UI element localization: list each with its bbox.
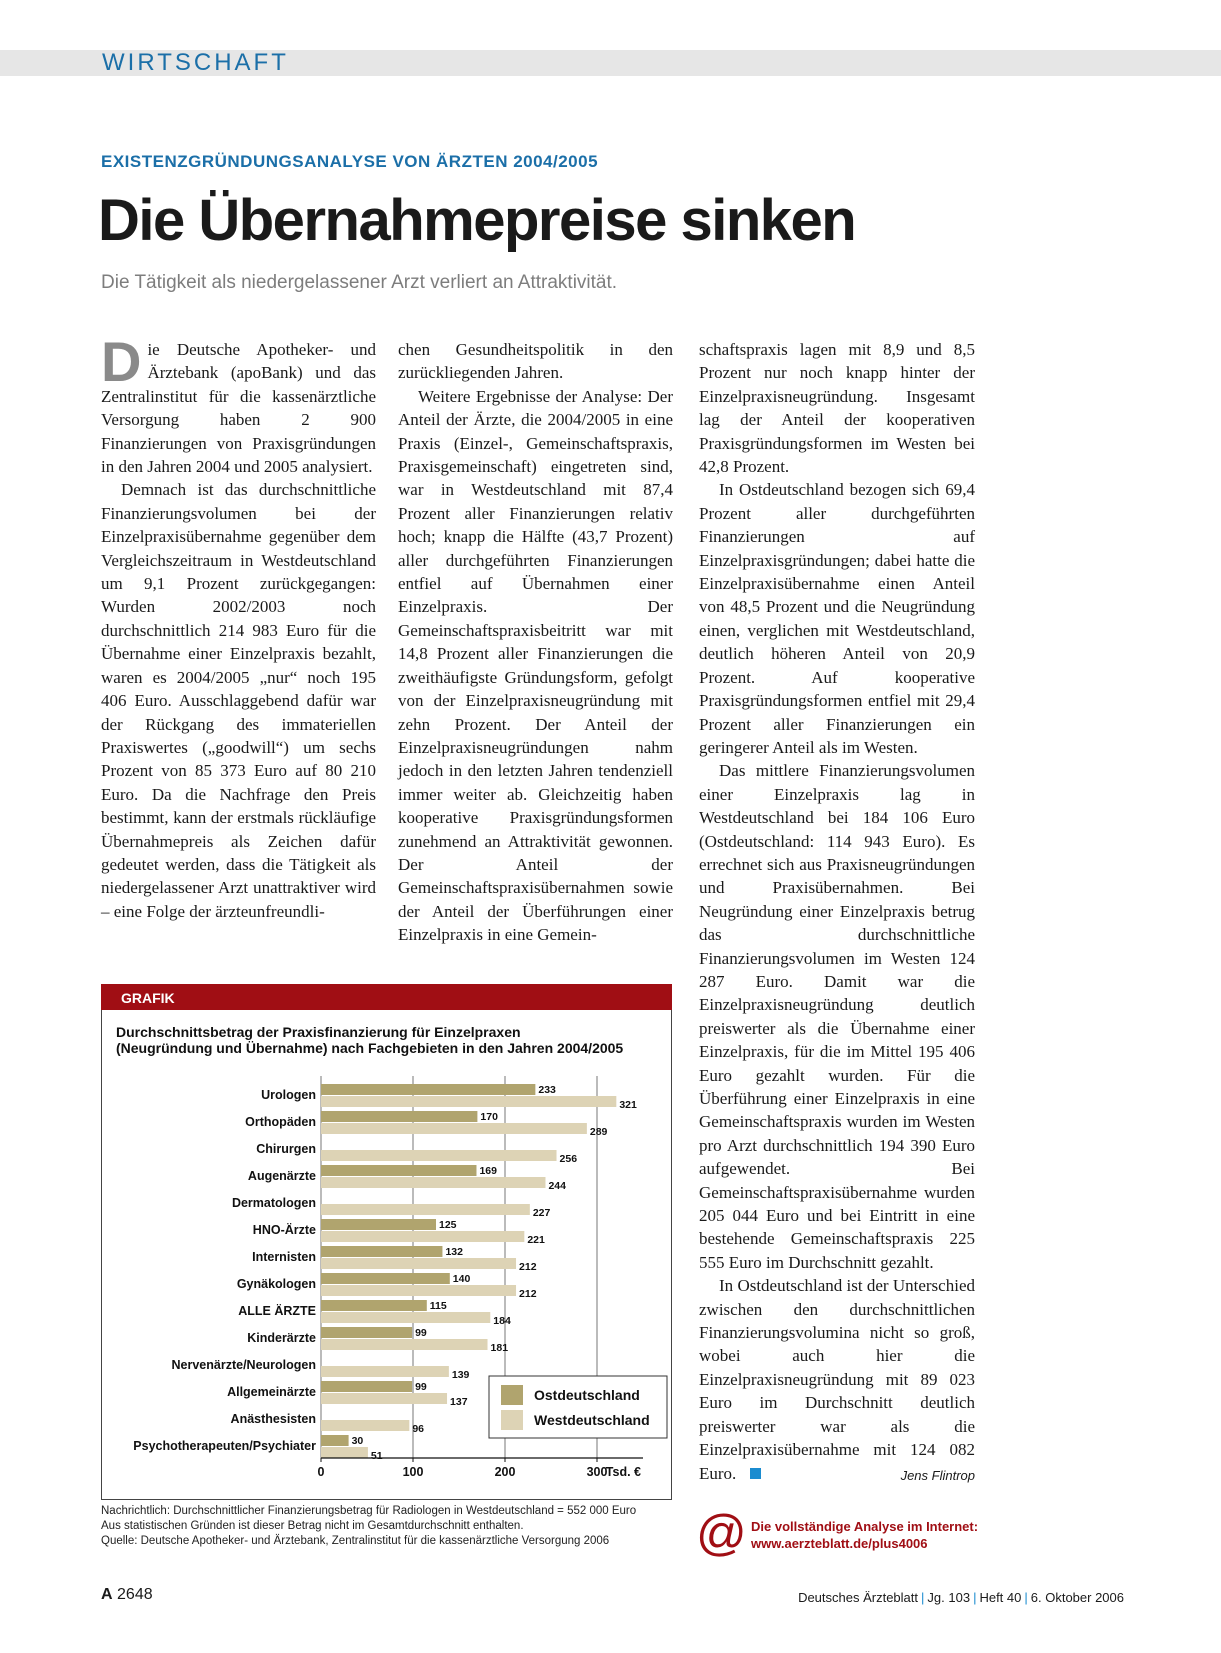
bar — [321, 1312, 490, 1323]
x-tick-label: 0 — [317, 1465, 325, 1479]
bar-value-label: 137 — [450, 1396, 468, 1408]
category-label: ALLE ÄRZTE — [238, 1304, 316, 1318]
paragraph: Das mittlere Finanzierungsvolumen einer Einzelpraxis lag in Westdeutschland bei 184 106 Euro (Ostdeutschland: 114 943 Euro). Es errechnet sich aus Praxisneugründungen und Praxisübernahmen. Bei Neugründung einer Einzelpraxis betrug das durchschnittliche Finanzierungsvolumen im Westen 124 287 Euro. Damit war die Einzelpraxisneugründung deutlich preiswerter als die Übernahme einer Einzelpraxis, für die im Mittel 195 406 Euro gezahlt wurden. Für die Überführung einer Einzelpraxis in eine Gemeinschaftspraxis wurden im Westen pro Arzt durchschnittlich 194 390 Euro aufgewendet. Bei Gemeinschaftspraxisübernahme wurden 205 044 Euro und bei Eintritt in eine bestehende Gemeinschaftspraxis 225 555 Euro im Durchschnitt gezahlt. — [699, 761, 975, 1272]
issue: Heft 40 — [979, 1590, 1022, 1605]
x-tick-label: 300 — [586, 1465, 608, 1479]
category-label: Allgemeinärzte — [227, 1385, 316, 1399]
legend-swatch — [501, 1410, 523, 1430]
legend-swatch — [501, 1385, 523, 1405]
bar-value-label: 99 — [415, 1381, 427, 1393]
bar-value-label: 244 — [548, 1180, 567, 1192]
article-column-1 — [101, 330, 376, 923]
grafik-note — [101, 1504, 701, 1549]
chart-title-line: (Neugründung und Übernahme) nach Fachgebieten in den Jahren 2004/2005 — [116, 1040, 624, 1056]
category-label: Gynäkologen — [236, 1277, 316, 1291]
at-sign-icon: @ — [696, 1505, 747, 1561]
bar-value-label: 125 — [439, 1219, 457, 1231]
paragraph — [699, 1274, 975, 1485]
bar — [321, 1084, 535, 1095]
category-label: Nervenärzte/Neurologen — [171, 1358, 316, 1372]
paragraph: Weitere Ergebnisse der Analyse: Der Anteil der Ärzte, die 2004/2005 in eine Praxis (Einzel-, Gemeinschaftspraxis, Praxisgemeinschaft) eingetreten sind, war in Westdeutschland mit 87,4 Prozent aller Finanzierungen relativ hoch; knapp die Hälfte (43,7 Prozent) aller durchgeführten Finanzierungen entfiel auf Übernahmen einer Einzelpraxis. Der Gemeinschaftspraxisbeitritt war mit 14,8 Prozent aller Finanzierungen die zweithäufigste Gründungsform, gefolgt von der Einzelpraxisneugründung mit zehn Prozent. Der Anteil der Einzelpraxisneugründungen nahm jedoch in den letzten Jahren tendenziell immer weiter ab. Gleichzeitig haben kooperative Praxisgründungsformen zunehmend an Attraktivität gewonnen. Der Anteil der Gemeinschaftspraxisübernahmen sowie der Anteil der Überführungen einer Einzelpraxis in eine Gemein- — [398, 386, 673, 945]
paragraph — [101, 330, 376, 478]
legend-label: Ostdeutschland — [534, 1387, 640, 1403]
bar-value-label: 184 — [493, 1315, 511, 1327]
bar — [321, 1150, 557, 1161]
bar — [321, 1123, 587, 1134]
bar — [321, 1165, 476, 1176]
separator: | — [973, 1590, 977, 1605]
bar — [321, 1177, 545, 1188]
bar-value-label: 169 — [479, 1165, 498, 1177]
bar — [321, 1327, 412, 1338]
issue-date: 6. Oktober 2006 — [1030, 1590, 1124, 1605]
separator: | — [921, 1590, 925, 1605]
bar-value-label: 321 — [619, 1099, 637, 1111]
bar-value-label: 212 — [519, 1261, 537, 1273]
x-unit-label: Tsd. € — [605, 1465, 641, 1479]
paragraph-text: In Ostdeutschland ist der Unterschied zwischen den durchschnittlichen Finanzierungsvolumina nicht so groß, wobei auch hier die Einzelpraxisneugründung mit 89 023 Euro im Durchschnitt deutlich preiswerter war als die Einzelpraxisübernahme mit 124 082 Euro. — [699, 1276, 975, 1483]
bar-value-label: 227 — [532, 1207, 551, 1219]
bar-value-label: 96 — [412, 1423, 425, 1435]
bar — [321, 1435, 349, 1446]
bar-value-label: 140 — [452, 1273, 471, 1285]
kicker: EXISTENZGRÜNDUNGSANALYSE VON ÄRZTEN 2004/2005 — [101, 152, 599, 171]
volume: Jg. 103 — [927, 1590, 971, 1605]
note-line: Quelle: Deutsche Apotheker- und Ärztebank, Zentralinstitut für die kassenärztliche Versorgung 2006 — [101, 1535, 610, 1547]
bar — [321, 1204, 530, 1215]
paragraph-text: ie Deutsche Apotheker- und Ärztebank (apoBank) und das Zentralinstitut für die kassenärztliche Versorgung haben 2 900 Finanzierungen von Praxisgründungen in den Jahren 2004 und 2005 analysiert. — [101, 340, 376, 477]
grafik-label: GRAFIK — [121, 990, 175, 1006]
page-number-value: 2648 — [117, 1586, 153, 1603]
bar-value-label: 233 — [538, 1084, 556, 1096]
x-tick-label: 100 — [402, 1465, 424, 1479]
bar-value-label: 139 — [451, 1369, 470, 1381]
dropcap: D — [101, 330, 142, 393]
legend-label: Westdeutschland — [534, 1412, 650, 1428]
bar — [321, 1393, 447, 1404]
web-link-block[interactable] — [751, 1518, 978, 1552]
category-label: Internisten — [252, 1250, 316, 1264]
paragraph: In Ostdeutschland bezogen sich 69,4 Prozent aller durchgeführten Finanzierungen auf Einzelpraxisgründungen; dabei hatte die Einzelpraxisübernahme einen Anteil von 48,5 Prozent und die Neugründung einen, verglichen mit Westdeutschland, deutlich höheren Anteil von 20,9 Prozent. Auf kooperative Praxisgründungsformen entfiel mit 29,4 Prozent aller Finanzierungen ein geringerer Anteil als im Westen. — [699, 480, 975, 757]
bar — [321, 1381, 412, 1392]
bar-value-label: 99 — [415, 1327, 427, 1339]
category-label: Chirurgen — [256, 1142, 316, 1156]
category-label: Urologen — [261, 1088, 316, 1102]
separator: | — [1024, 1590, 1028, 1605]
bar — [321, 1246, 442, 1257]
bar-value-label: 181 — [490, 1342, 509, 1354]
headline: Die Übernahmepreise sinken — [98, 188, 856, 253]
bar-value-label: 289 — [589, 1126, 608, 1138]
x-tick-label: 200 — [494, 1465, 516, 1479]
note-line: Aus statistischen Gründen ist dieser Betrag nicht im Gesamtdurchschnitt enthalten. — [101, 1520, 524, 1532]
bar — [321, 1219, 436, 1230]
bar — [321, 1420, 409, 1431]
bar-value-label: 256 — [559, 1153, 578, 1165]
bar — [321, 1285, 516, 1296]
footer-info — [700, 1590, 1124, 1605]
bar — [321, 1273, 450, 1284]
bar-value-label: 115 — [429, 1300, 447, 1312]
bar-value-label: 170 — [480, 1111, 498, 1123]
bar — [321, 1096, 616, 1107]
bar-chart — [101, 1064, 672, 1496]
category-label: Augenärzte — [247, 1169, 316, 1183]
web-link-url[interactable]: www.aerzteblatt.de/plus4006 — [751, 1536, 928, 1551]
bar — [321, 1111, 477, 1122]
bar — [321, 1447, 368, 1458]
bar — [321, 1300, 427, 1311]
note-line: Nachrichtlich: Durchschnittlicher Finanzierungsbetrag für Radiologen in Westdeutschland = 552 000 Euro — [101, 1505, 637, 1517]
web-link-label: Die vollständige Analyse im Internet: — [751, 1519, 979, 1534]
page-number — [101, 1586, 153, 1604]
bar-value-label: 132 — [445, 1246, 463, 1258]
page-prefix: A — [101, 1586, 113, 1603]
category-label: Kinderärzte — [247, 1331, 316, 1345]
bar — [321, 1258, 516, 1269]
category-label: Anästhesisten — [230, 1412, 316, 1426]
journal-name: Deutsches Ärzteblatt — [798, 1590, 919, 1605]
paragraph: schaftspraxis lagen mit 8,9 und 8,5 Prozent nur noch knapp hinter der Einzelpraxisneugründung. Insgesamt lag der Anteil der kooperativen Praxisgründungsformen im Westen bei 42,8 Prozent. — [699, 340, 975, 477]
bar — [321, 1339, 488, 1350]
section-label: WIRTSCHAFT — [102, 49, 289, 76]
chart-title-line: Durchschnittsbetrag der Praxisfinanzierung für Einzelpraxen — [116, 1024, 521, 1040]
article-column-2 — [398, 338, 673, 947]
grafik-header — [101, 984, 672, 1010]
bar-value-label: 51 — [370, 1450, 383, 1462]
category-label: Orthopäden — [245, 1115, 316, 1129]
article-column-3 — [699, 338, 975, 1485]
bar — [321, 1366, 449, 1377]
paragraph: chen Gesundheitspolitik in den zurückliegenden Jahren. — [398, 340, 673, 383]
bar — [321, 1231, 524, 1242]
author: Jens Flintrop — [900, 1468, 975, 1483]
subhead: Die Tätigkeit als niedergelassener Arzt verliert an Attraktivität. — [101, 272, 618, 293]
bar-value-label: 221 — [527, 1234, 545, 1246]
category-label: Dermatologen — [231, 1196, 316, 1210]
bar-value-label: 212 — [519, 1288, 537, 1300]
category-label: HNO-Ärzte — [252, 1223, 316, 1237]
paragraph: Demnach ist das durchschnittliche Finanzierungsvolumen bei der Einzelpraxisübernahme gegenüber dem Vergleichszeitraum in Westdeutschland um 9,1 Prozent zurückgegangen: Wurden 2002/2003 noch durchschnittlich 214 983 Euro für die Übernahme einer Einzelpraxis bezahlt, waren es 2004/2005 „nur“ noch 195 406 Euro. Ausschlaggebend dafür war der Rückgang des immateriellen Praxiswertes („goodwill“) um sechs Prozent von 85 373 Euro auf 80 210 Euro. Da die Nachfrage den Preis bestimmt, kann der erstmals rückläufige Übernahmepreis als Zeichen dafür gedeutet werden, dass die Tätigkeit als niedergelassener Arzt unattraktiver wird – eine Folge der ärzteunfreundli- — [101, 480, 376, 921]
bar-value-label: 30 — [351, 1435, 364, 1447]
category-label: Psychotherapeuten/Psychiater — [133, 1439, 316, 1453]
chart-title — [116, 1024, 656, 1056]
